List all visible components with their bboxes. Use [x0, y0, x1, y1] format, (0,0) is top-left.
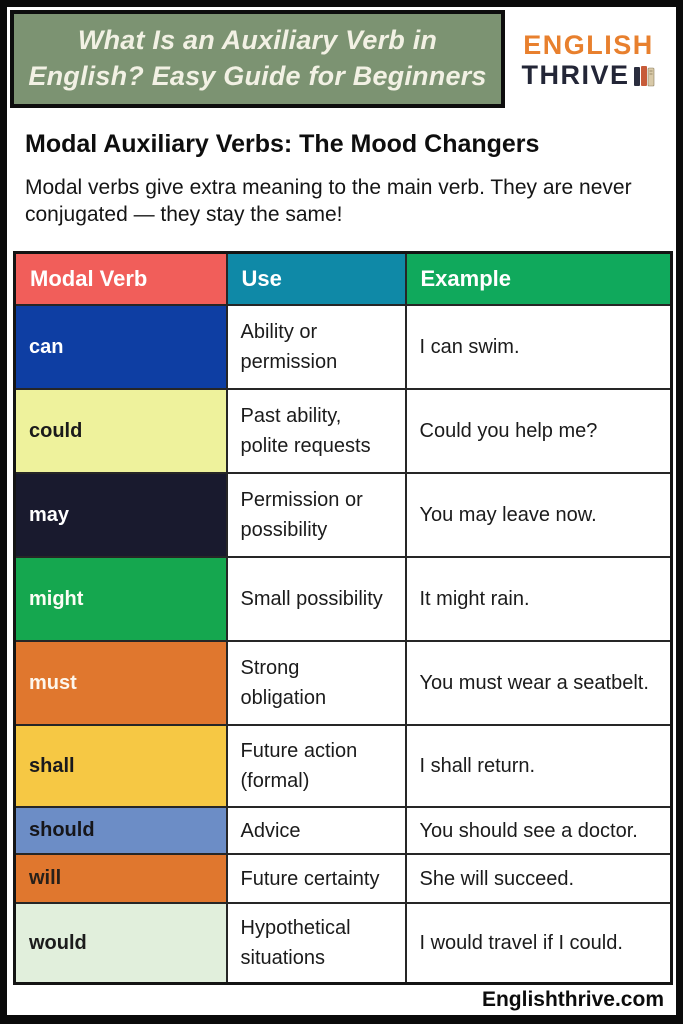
- verb-cell: shall: [15, 725, 227, 807]
- verb-cell: might: [15, 557, 227, 641]
- use-cell: Future certainty: [227, 854, 406, 903]
- verb-cell: would: [15, 903, 227, 983]
- verb-cell: could: [15, 389, 227, 473]
- title-banner: [10, 10, 505, 108]
- books-icon: [632, 63, 656, 89]
- use-cell: Strong obligation: [227, 641, 406, 725]
- verb-cell: should: [15, 807, 227, 854]
- brand-logo: [505, 10, 672, 108]
- page-title: What Is an Auxiliary Verb in English? Easy Guide for Beginners: [28, 25, 487, 91]
- use-cell: Future action (formal): [227, 725, 406, 807]
- example-cell: You may leave now.: [406, 473, 672, 557]
- example-cell: I can swim.: [406, 305, 672, 389]
- site-url: Englishthrive.com: [481, 987, 664, 1011]
- table-row: [15, 641, 672, 725]
- section-heading: Modal Auxiliary Verbs: The Mood Changers: [25, 130, 540, 158]
- logo-word-thrive: [521, 61, 655, 91]
- example-cell: I shall return.: [406, 725, 672, 807]
- intro-paragraph: Modal verbs give extra meaning to the main verb. They are never conjugated — they stay the same!: [25, 176, 632, 226]
- use-cell: Hypothetical situations: [227, 903, 406, 983]
- table-header-row: [15, 252, 672, 305]
- modal-verbs-table: [13, 251, 673, 985]
- verb-cell: will: [15, 854, 227, 903]
- example-cell: You should see a doctor.: [406, 807, 672, 854]
- logo-word-english: ENGLISH: [523, 30, 654, 61]
- table-row: [15, 903, 672, 983]
- example-cell: She will succeed.: [406, 854, 672, 903]
- logo-word-thrive-text: THRIVE: [521, 60, 630, 90]
- example-cell: It might rain.: [406, 557, 672, 641]
- verb-cell: may: [15, 473, 227, 557]
- table-row: [15, 854, 672, 903]
- column-header-use: Use: [227, 252, 406, 305]
- use-cell: Ability or permission: [227, 305, 406, 389]
- example-cell: You must wear a seatbelt.: [406, 641, 672, 725]
- column-header-modal-verb: Modal Verb: [15, 252, 227, 305]
- use-cell: Permission or possibility: [227, 473, 406, 557]
- footer: [7, 985, 676, 1012]
- table-row: [15, 473, 672, 557]
- table-row: [15, 305, 672, 389]
- verb-cell: can: [15, 305, 227, 389]
- header: [10, 10, 672, 108]
- table-row: [15, 389, 672, 473]
- use-cell: Small possibility: [227, 557, 406, 641]
- use-cell: Past ability, polite requests: [227, 389, 406, 473]
- table-row: [15, 807, 672, 854]
- example-cell: Could you help me?: [406, 389, 672, 473]
- column-header-example: Example: [406, 252, 672, 305]
- use-cell: Advice: [227, 807, 406, 854]
- example-cell: I would travel if I could.: [406, 903, 672, 983]
- verb-cell: must: [15, 641, 227, 725]
- table-row: [15, 725, 672, 807]
- table-row: [15, 557, 672, 641]
